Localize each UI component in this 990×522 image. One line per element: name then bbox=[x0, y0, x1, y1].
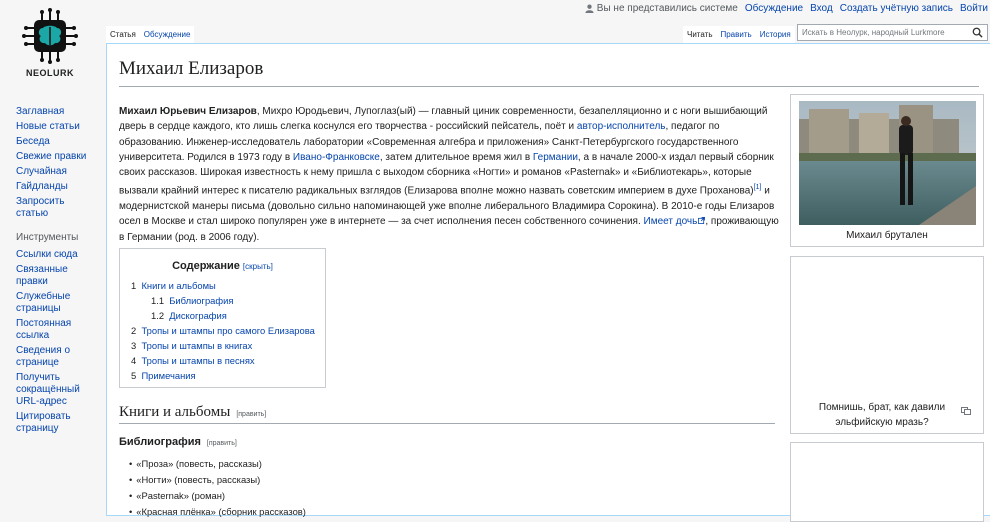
infobox bbox=[790, 94, 984, 247]
talk-link[interactable]: Обсуждение bbox=[744, 3, 804, 14]
subsection-heading bbox=[119, 436, 237, 448]
tab-edit[interactable]: Править bbox=[716, 26, 755, 45]
search-icon[interactable] bbox=[972, 27, 983, 38]
list-item: • «Проза» (повесть, рассказы) bbox=[129, 456, 306, 472]
toc-link[interactable]: Тропы и штампы про самого Елизарова bbox=[141, 325, 315, 336]
section-title: Книги и альбомы bbox=[119, 404, 231, 420]
subsection-edit-link[interactable]: [править] bbox=[206, 440, 237, 447]
link-ivano-frankivsk[interactable]: Ивано-Франковске bbox=[292, 151, 380, 163]
toc-hide-toggle[interactable]: [скрыть] bbox=[242, 262, 273, 271]
toc-item[interactable] bbox=[131, 353, 325, 368]
tool-page-info[interactable]: Сведения о странице bbox=[16, 345, 71, 368]
toc-list bbox=[120, 278, 325, 383]
toc-num: 2 bbox=[131, 325, 137, 336]
toc-heading: Содержание bbox=[172, 260, 240, 272]
sidebar bbox=[16, 106, 98, 438]
search-placeholder: Искать в Неолурк, народный Lurkmore bbox=[802, 28, 945, 37]
page-title: Михаил Елизаров bbox=[119, 58, 264, 79]
subsection-title: Библиография bbox=[119, 436, 201, 448]
toc-item[interactable] bbox=[131, 278, 325, 293]
toc-item[interactable] bbox=[131, 368, 325, 383]
sidebar-item-recent-changes[interactable]: Свежие правки bbox=[16, 151, 87, 162]
link-germany[interactable]: Германии bbox=[532, 151, 578, 163]
section-divider bbox=[119, 423, 775, 424]
section-heading bbox=[119, 404, 266, 421]
tool-special-pages[interactable]: Служебные страницы bbox=[16, 291, 71, 314]
toc-link[interactable]: Дискография bbox=[169, 310, 227, 321]
signin-link[interactable]: Войти bbox=[960, 3, 988, 14]
toc-title bbox=[120, 260, 325, 272]
tools-heading: Инструменты bbox=[16, 232, 79, 243]
table-of-contents bbox=[119, 248, 326, 388]
bibliography-list bbox=[119, 456, 306, 520]
infobox-photo[interactable] bbox=[799, 101, 976, 225]
lead-text-6: , проживающую в Германии (род. в 2006 году). bbox=[119, 216, 779, 243]
infobox-caption: Михаил брутален bbox=[846, 230, 928, 241]
sidebar-item-random[interactable]: Случайная bbox=[16, 166, 67, 177]
toc-link[interactable]: Примечания bbox=[141, 370, 196, 381]
lead-text-1: , Михро Юродьевич, Лупоглаз(ый) — главный циник современности, безапелляционно и с ноги вышибающий дверь в сердце каждого, кто лишь слегка коснулся его творчества - российский пейсатель, поёт и bbox=[119, 106, 768, 133]
tab-talk[interactable]: Обсуждение bbox=[140, 26, 195, 45]
link-singer-songwriter[interactable]: автор-исполнитель bbox=[576, 121, 666, 133]
sidebar-item-guidelines[interactable]: Гайдланды bbox=[16, 181, 68, 192]
sidebar-item-chat[interactable]: Беседа bbox=[16, 136, 50, 147]
toc-link[interactable]: Библиография bbox=[169, 295, 234, 306]
lead-text-3: , затем длительное время жил в bbox=[379, 151, 533, 163]
tab-history[interactable]: История bbox=[756, 26, 795, 45]
reference-1[interactable]: [1] bbox=[753, 184, 762, 192]
toc-num: 1.1 bbox=[151, 295, 165, 306]
toc-item[interactable] bbox=[131, 338, 325, 353]
tool-short-url[interactable]: Получить сокращённый URL-адрес bbox=[16, 372, 80, 407]
sidebar-item-new-articles[interactable]: Новые статьи bbox=[16, 121, 80, 132]
toc-num: 5 bbox=[131, 370, 137, 381]
link-daughter[interactable]: Имеет дочь bbox=[644, 216, 706, 227]
tool-permalink[interactable]: Постоянная ссылка bbox=[16, 318, 72, 341]
toc-num: 1.2 bbox=[151, 310, 165, 321]
tab-article[interactable]: Статья bbox=[106, 26, 140, 45]
toc-num: 3 bbox=[131, 340, 137, 351]
anon-notice bbox=[585, 3, 738, 14]
lead-text-2: , педагог по образованию. Инженер-исследователь лаборатории «Современная алгебра и приложения» Санкт-Петербургского государственного университета. Родился в 1973 году в bbox=[119, 121, 739, 163]
brain-chip-icon bbox=[20, 8, 80, 64]
tool-whatlinkshere[interactable]: Ссылки сюда bbox=[16, 249, 78, 260]
lead-text-4: , а в начале 2000-х издал первый сборник своих рассказов. Широкая известность к нему пришла с выходом сборника «Ногти» и романов «Pasternak» и «Библиотекарь», которые вызвали крайний интерес к писателю радикальных взглядов (Елизарова вполне можно назвать советским империем в духе Проханова) bbox=[119, 151, 774, 197]
login-link[interactable]: Вход bbox=[810, 3, 833, 14]
logo-text: NEOLURK bbox=[26, 68, 74, 78]
toc-item[interactable] bbox=[131, 308, 325, 323]
content-area bbox=[106, 43, 990, 516]
quote-card bbox=[790, 256, 984, 434]
quote-text: Помнишь, брат, как давили эльфийскую мразь? bbox=[818, 402, 946, 428]
list-item: • «Красная плёнка» (сборник рассказов) bbox=[129, 504, 306, 520]
toc-link[interactable]: Тропы и штампы в книгах bbox=[141, 340, 253, 351]
personal-bar bbox=[585, 3, 988, 14]
toc-item[interactable] bbox=[131, 323, 325, 338]
list-item: • «Ногти» (повесть, рассказы) bbox=[129, 472, 306, 488]
search-input[interactable] bbox=[797, 24, 988, 41]
tool-cite[interactable]: Цитировать страницу bbox=[16, 411, 71, 434]
user-icon bbox=[585, 4, 594, 13]
tool-related-changes[interactable]: Связанные правки bbox=[16, 264, 68, 287]
tab-read[interactable]: Читать bbox=[683, 26, 716, 45]
toc-link[interactable]: Книги и альбомы bbox=[141, 280, 216, 291]
media-card bbox=[790, 442, 984, 522]
sidebar-item-request[interactable]: Запросить статью bbox=[16, 196, 65, 219]
toc-num: 1 bbox=[131, 280, 137, 291]
site-logo[interactable] bbox=[20, 8, 80, 78]
section-edit-link[interactable]: [править] bbox=[236, 411, 267, 418]
title-divider bbox=[119, 86, 979, 87]
toc-item[interactable] bbox=[131, 293, 325, 308]
toc-link[interactable]: Тропы и штампы в песнях bbox=[141, 355, 255, 366]
lead-bold-name: Михаил Юрьевич Елизаров bbox=[119, 106, 257, 117]
sidebar-item-main[interactable]: Заглавная bbox=[16, 106, 65, 117]
create-account-link[interactable]: Создать учётную запись bbox=[839, 3, 954, 14]
enlarge-icon[interactable] bbox=[961, 407, 971, 415]
anon-text: Вы не представились системе bbox=[596, 3, 738, 14]
lead-text-5: и модернистской манеры письма (довольно сильно напоминающей уже вполне либерального Владимира Сорокина). В 2010-е годы Елизаров осел в Москве и стал широко популярен уже в интернете — за счет исполнения песен собственного сочинения. bbox=[119, 185, 775, 228]
toc-num: 4 bbox=[131, 355, 137, 366]
list-item: • «Pasternak» (роман) bbox=[129, 488, 306, 504]
lead-paragraph bbox=[119, 104, 779, 245]
